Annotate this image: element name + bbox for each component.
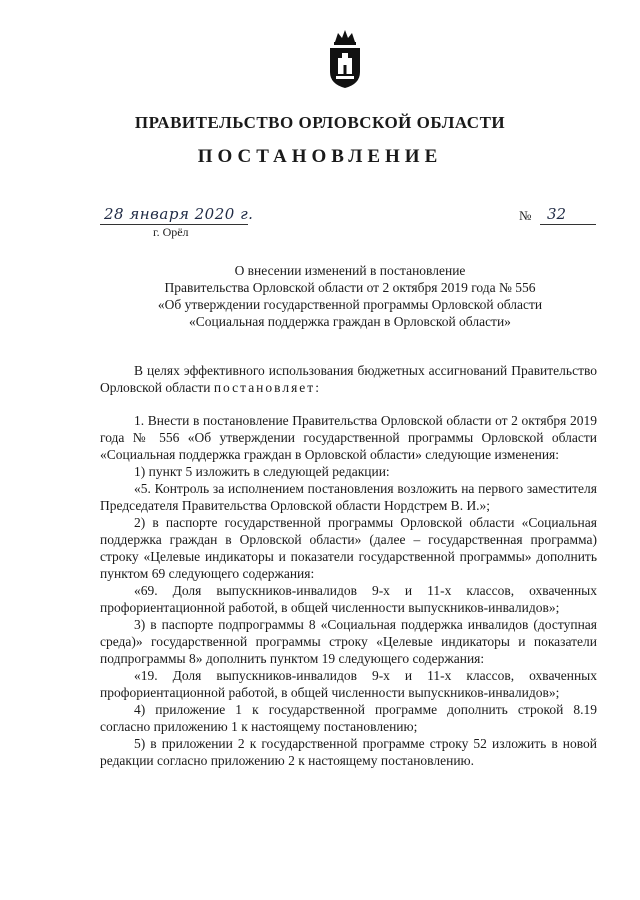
document-number: 32 <box>547 205 567 223</box>
preamble-paragraph <box>100 362 597 396</box>
body-paragraph: «19. Доля выпускников-инвалидов 9-х и 11-х классов, охваченных профориентационной работой, в общей численности выпускников-инвалидов»; <box>100 668 597 700</box>
body-paragraph: «5. Контроль за исполнением постановления возложить на первого заместителя Председателя Правительства Орловской области Нордстрем В. И.»; <box>100 481 597 513</box>
document-type: ПОСТАНОВЛЕНИЕ <box>197 146 443 167</box>
document-subject <box>100 262 600 330</box>
subject-line: «Об утверждении государственной программы Орловской области <box>157 297 543 312</box>
preamble-text: В целях эффективного использования бюджетных ассигнований Правительство Орловской области <box>100 363 597 395</box>
body-paragraph: 3) в паспорте подпрограммы 8 «Социальная поддержка инвалидов (доступная среда)» государственной программы строку «Целевые индикаторы и показатели подпрограммы 8» дополнить пунктом 19 следующего содержания: <box>100 617 597 666</box>
body-paragraph: 2) в паспорте государственной программы Орловской области «Социальная поддержка граждан в Орловской области» (далее – государственная программа) строку «Целевые индикаторы и показатели государственной программы» дополнить пунктом 69 следующего содержания: <box>100 515 597 581</box>
body-paragraph: 4) приложение 1 к государственной программе дополнить строкой 8.19 согласно приложению 1 к настоящему постановлению; <box>100 702 597 734</box>
coat-of-arms-icon <box>325 28 365 90</box>
government-title: ПРАВИТЕЛЬСТВО ОРЛОВСКОЙ ОБЛАСТИ <box>134 113 506 132</box>
body-paragraph: 1. Внести в постановление Правительства Орловской области от 2 октября 2019 года № 556 «Об утверждении государственной программы Орловской области «Социальная поддержка граждан в Орловской области» следующие изменения: <box>100 413 597 462</box>
preamble-action: постановляет: <box>213 380 321 395</box>
document-date: 28 января 2020 г. <box>104 205 254 223</box>
number-underline <box>540 224 596 225</box>
subject-line: О внесении изменений в постановление <box>234 263 466 278</box>
subject-line: Правительства Орловской области от 2 октября 2019 года № 556 <box>164 280 536 295</box>
document-body <box>100 362 597 769</box>
subject-line: «Социальная поддержка граждан в Орловской области» <box>189 314 511 329</box>
document-city: г. Орёл <box>153 225 189 239</box>
body-paragraph: 1) пункт 5 изложить в следующей редакции: <box>134 464 390 479</box>
body-paragraph: «69. Доля выпускников-инвалидов 9-х и 11-х классов, охваченных профориентационной работой, в общей численности выпускников-инвалидов»; <box>100 583 597 615</box>
number-label: № <box>519 208 532 223</box>
body-paragraph: 5) в приложении 2 к государственной программе строку 52 изложить в новой редакции согласно приложению 2 к настоящему постановлению. <box>100 736 597 768</box>
